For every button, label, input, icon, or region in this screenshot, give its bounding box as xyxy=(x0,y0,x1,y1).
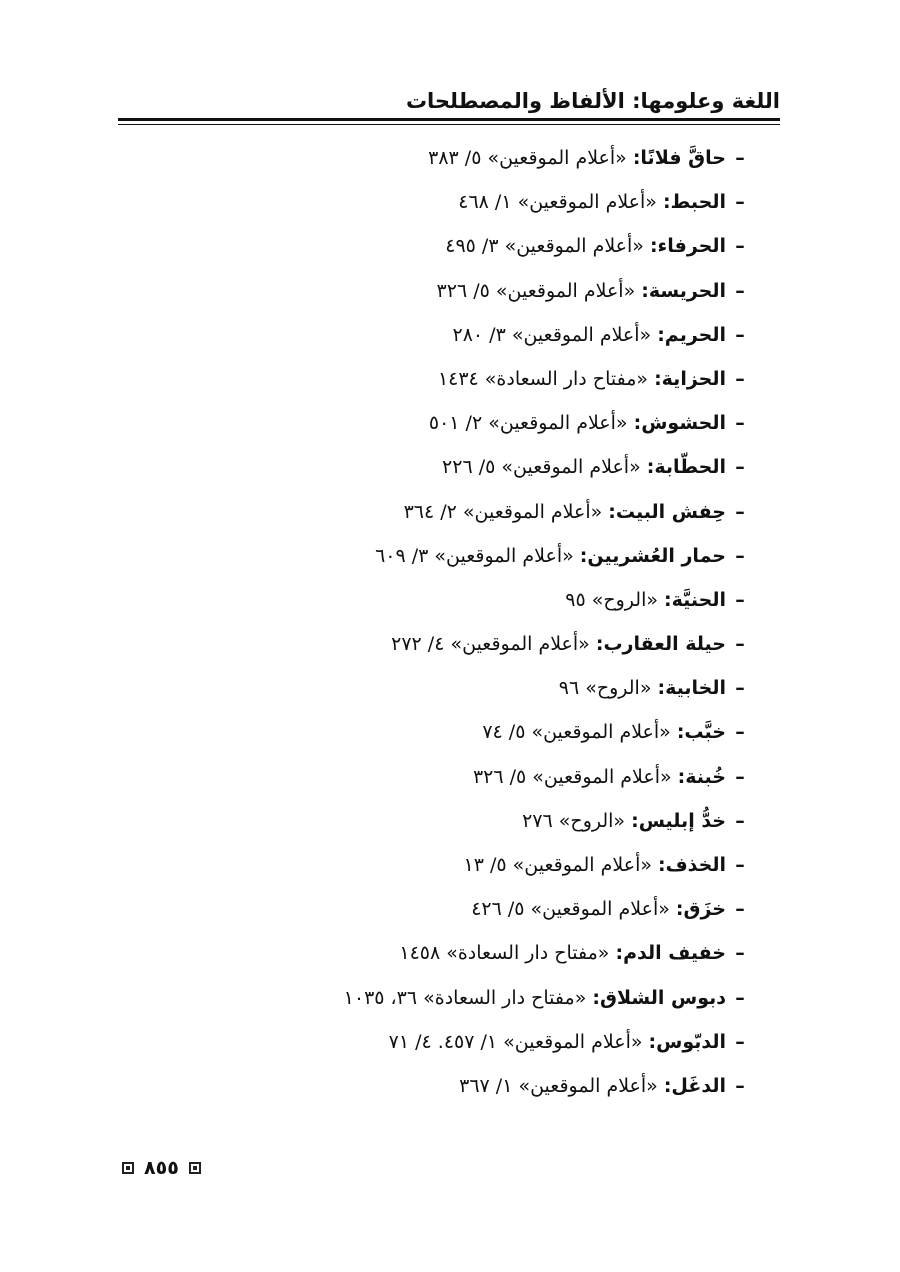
running-title: اللغة وعلومها: الألفاظ والمصطلحات xyxy=(405,89,780,113)
entry-term: الحنيَّة: xyxy=(664,588,726,611)
dash-marker: – xyxy=(735,235,745,258)
glossary-entry xyxy=(154,490,754,534)
entry-reference: «أعلام الموقعين» ٥/ ١٣ xyxy=(463,854,652,876)
entry-term: حِفش البيت: xyxy=(608,500,726,523)
entry-reference: «أعلام الموقعين» ٣/ ٦٠٩ xyxy=(375,544,574,567)
entry-term: الحشوش: xyxy=(633,412,726,435)
entry-reference: «مفتاح دار السعادة» ١٤٣٤ xyxy=(437,367,649,390)
glossary-list xyxy=(154,136,754,1108)
entry-reference: «أعلام الموقعين» ٤/ ٢٧٢ xyxy=(391,633,590,656)
dash-marker: – xyxy=(735,412,745,435)
page-header xyxy=(118,86,780,125)
entry-term: حاقَّ فلانًا: xyxy=(632,147,726,169)
glossary-entry xyxy=(154,357,754,401)
entry-reference: «أعلام الموقعين» ٥/ ٣٨٣ xyxy=(428,147,627,169)
glossary-entry xyxy=(154,755,754,799)
entry-reference: «أعلام الموقعين» ٥/ ٣٢٦ xyxy=(472,765,672,788)
dash-marker: – xyxy=(735,633,745,656)
entry-reference: «أعلام الموقعين» ١/ ٤٦٨ xyxy=(458,191,657,214)
glossary-entry xyxy=(154,269,754,313)
entry-reference: «أعلام الموقعين» ٥/ ٢٢٦ xyxy=(442,456,641,479)
glossary-entry xyxy=(154,710,754,754)
dash-marker: – xyxy=(735,809,745,832)
dash-marker: – xyxy=(735,544,745,567)
entry-term: الخذف: xyxy=(658,854,726,876)
entry-reference: «الروح» ٢٧٦ xyxy=(522,809,626,832)
entry-reference: «مفتاح دار السعادة» ١٤٥٨ xyxy=(399,942,610,965)
entry-term: خبَّب: xyxy=(676,721,726,744)
glossary-entry xyxy=(154,136,754,180)
glossary-entry xyxy=(154,224,754,268)
glossary-entry xyxy=(154,887,754,931)
ornament-left-icon xyxy=(120,1160,136,1176)
glossary-entry xyxy=(154,976,754,1020)
entry-reference: «أعلام الموقعين» ١/ ٣٦٧ xyxy=(459,1074,658,1097)
dash-marker: – xyxy=(735,588,745,611)
entry-term: الحريسة: xyxy=(641,279,726,302)
glossary-entry xyxy=(154,534,754,578)
entry-reference: «أعلام الموقعين» ٥/ ٣٢٦ xyxy=(436,279,636,302)
dash-marker: – xyxy=(735,367,745,390)
entry-term: الدبّوس: xyxy=(648,1030,726,1053)
dash-marker: – xyxy=(735,456,745,479)
page-number: ٨٥٥ xyxy=(144,1157,179,1179)
dash-marker: – xyxy=(735,279,745,302)
entry-term: الحريم: xyxy=(657,323,726,346)
entry-term: الدغَل: xyxy=(663,1074,726,1097)
glossary-entry xyxy=(154,622,754,666)
dash-marker: – xyxy=(735,323,745,346)
entry-term: دبوس الشلاق: xyxy=(592,986,726,1009)
header-rule-thick xyxy=(118,118,780,121)
entry-reference: «أعلام الموقعين» ٣/ ٤٩٥ xyxy=(445,235,644,258)
entry-reference: «مفتاح دار السعادة» ٣٦، ١٠٣٥ xyxy=(343,986,587,1009)
glossary-entry xyxy=(154,401,754,445)
dash-marker: – xyxy=(735,500,745,523)
glossary-entry xyxy=(154,799,754,843)
dash-marker: – xyxy=(735,1030,745,1053)
dash-marker: – xyxy=(735,191,745,214)
entry-term: خفيف الدم: xyxy=(615,942,726,965)
entry-reference: «أعلام الموقعين» ٢/ ٣٦٤ xyxy=(403,500,603,523)
dash-marker: – xyxy=(735,147,745,169)
dash-marker: – xyxy=(735,765,745,788)
entry-term: الحبط: xyxy=(662,191,726,214)
entry-term: خدُّ إبليس: xyxy=(631,809,726,832)
dash-marker: – xyxy=(735,854,745,876)
glossary-entry xyxy=(154,931,754,975)
entry-reference: «أعلام الموقعين» ٣/ ٢٨٠ xyxy=(452,323,652,346)
glossary-entry xyxy=(154,1020,754,1064)
dash-marker: – xyxy=(735,986,745,1009)
entry-reference: «أعلام الموقعين» ١/ ٤٥٧. ٤/ ٧١ xyxy=(388,1030,643,1053)
entry-term: حمار العُشريين: xyxy=(579,544,726,567)
glossary-entry xyxy=(154,180,754,224)
page-footer xyxy=(120,1157,203,1179)
entry-term: الحطّابة: xyxy=(646,456,726,479)
entry-term: الخابية: xyxy=(657,677,726,700)
dash-marker: – xyxy=(735,898,745,921)
ornament-right-icon xyxy=(187,1160,203,1176)
entry-term: خزَق: xyxy=(675,898,726,921)
glossary-entry xyxy=(154,313,754,357)
entry-reference: «أعلام الموقعين» ٥/ ٧٤ xyxy=(482,721,671,744)
entry-term: الحزاية: xyxy=(654,367,726,390)
dash-marker: – xyxy=(735,1074,745,1097)
entry-term: خُبنة: xyxy=(677,765,726,788)
entry-reference: «أعلام الموقعين» ٥/ ٤٢٦ xyxy=(471,898,670,921)
entry-reference: «الروح» ٩٥ xyxy=(565,588,658,611)
glossary-entry xyxy=(154,445,754,489)
entry-reference: «أعلام الموقعين» ٢/ ٥٠١ xyxy=(428,412,628,435)
glossary-entry xyxy=(154,1064,754,1108)
dash-marker: – xyxy=(735,721,745,744)
header-rule-thin xyxy=(118,124,780,125)
glossary-entry xyxy=(154,578,754,622)
glossary-entry xyxy=(154,666,754,710)
glossary-entry xyxy=(154,843,754,887)
entry-term: الحرفاء: xyxy=(649,235,726,258)
entry-term: حيلة العقارب: xyxy=(595,633,726,656)
entry-reference: «الروح» ٩٦ xyxy=(558,677,652,700)
dash-marker: – xyxy=(735,942,745,965)
dash-marker: – xyxy=(735,677,745,700)
